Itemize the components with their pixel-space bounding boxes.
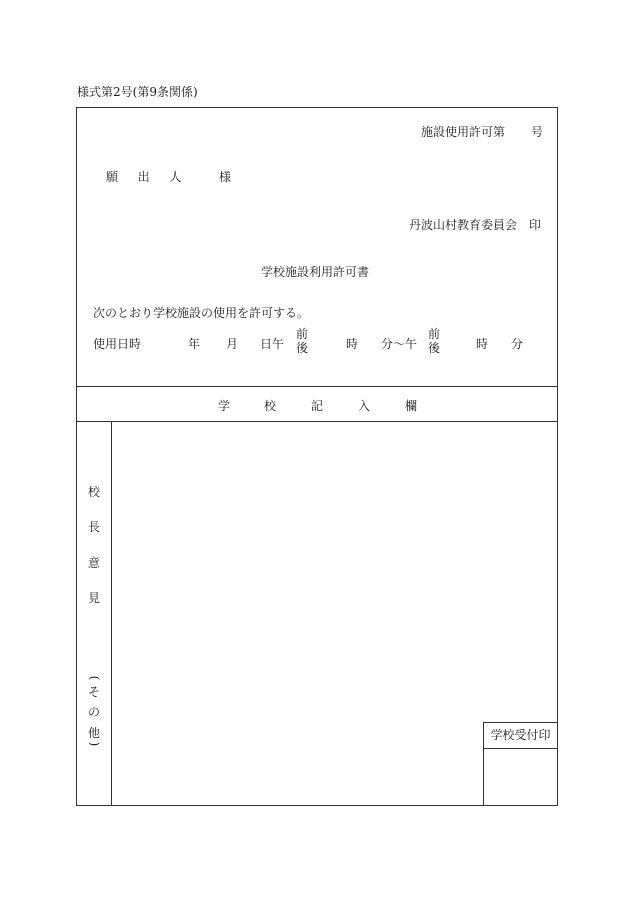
usage-hour-label: 時 bbox=[346, 337, 359, 351]
section-title-char-5: 欄 bbox=[405, 399, 418, 413]
opinion-char-4: 見 bbox=[87, 591, 100, 605]
pm-label-2: 後 bbox=[428, 341, 441, 355]
opinion-char-1: 校 bbox=[87, 485, 100, 499]
section-divider-top bbox=[76, 386, 557, 387]
usage-year-label: 年 bbox=[188, 337, 201, 351]
other-open-paren: ( bbox=[87, 675, 101, 681]
issuer-seal: 印 bbox=[529, 218, 542, 232]
other-char-1: そ bbox=[87, 685, 100, 699]
range-go-label: 午 bbox=[405, 337, 418, 351]
issuer-line bbox=[409, 216, 541, 233]
applicant-char-1: 願 bbox=[106, 170, 119, 184]
usage-month-label: 月 bbox=[226, 337, 239, 351]
section-title-char-3: 記 bbox=[311, 399, 324, 413]
usage-hour2-label: 時 bbox=[476, 337, 489, 351]
usage-go-label: 午 bbox=[272, 337, 285, 351]
am-label: 前 bbox=[296, 327, 309, 341]
applicant-line bbox=[106, 168, 231, 185]
applicant-honorific: 様 bbox=[219, 170, 232, 184]
permit-statement: 次のとおり学校施設の使用を許可する。 bbox=[93, 306, 310, 320]
applicant-char-3: 人 bbox=[169, 170, 182, 184]
permit-form-frame bbox=[76, 107, 558, 806]
pm-label: 後 bbox=[296, 341, 309, 355]
form-number-label: 様式第2号(第9条関係) bbox=[77, 85, 198, 99]
usage-minute2-label: 分 bbox=[511, 337, 524, 351]
other-close-paren: ) bbox=[87, 741, 101, 747]
usage-day-label: 日 bbox=[260, 337, 273, 351]
school-receipt-stamp-box bbox=[483, 722, 557, 805]
permit-number-prefix: 施設使用許可第 bbox=[421, 125, 506, 139]
label-column-divider bbox=[111, 421, 112, 805]
ampm-choice-2 bbox=[428, 327, 440, 355]
section-title-char-4: 入 bbox=[358, 399, 371, 413]
usage-date-label: 使用日時 bbox=[93, 337, 142, 351]
document-title: 学校施設利用許可書 bbox=[260, 265, 369, 279]
other-char-3: 他 bbox=[87, 726, 100, 740]
usage-minute-range-label bbox=[381, 335, 417, 352]
opinion-char-2: 長 bbox=[87, 520, 100, 534]
section-title-char-2: 校 bbox=[264, 399, 277, 413]
school-receipt-stamp-label: 学校受付印 bbox=[484, 723, 557, 749]
usage-day-go-label bbox=[260, 335, 284, 352]
section-divider-bottom bbox=[76, 421, 557, 422]
ampm-choice-1 bbox=[296, 327, 308, 355]
permit-number-suffix: 号 bbox=[531, 125, 544, 139]
other-char-2: の bbox=[87, 705, 100, 719]
usage-minute-label: 分 bbox=[381, 337, 394, 351]
issuer-name: 丹波山村教育委員会 bbox=[409, 218, 518, 232]
permit-number-line bbox=[421, 123, 543, 140]
section-title-char-1: 学 bbox=[218, 399, 231, 413]
range-separator: 〜 bbox=[393, 337, 406, 351]
opinion-char-3: 意 bbox=[87, 556, 100, 570]
applicant-char-2: 出 bbox=[137, 170, 150, 184]
am-label-2: 前 bbox=[428, 327, 441, 341]
